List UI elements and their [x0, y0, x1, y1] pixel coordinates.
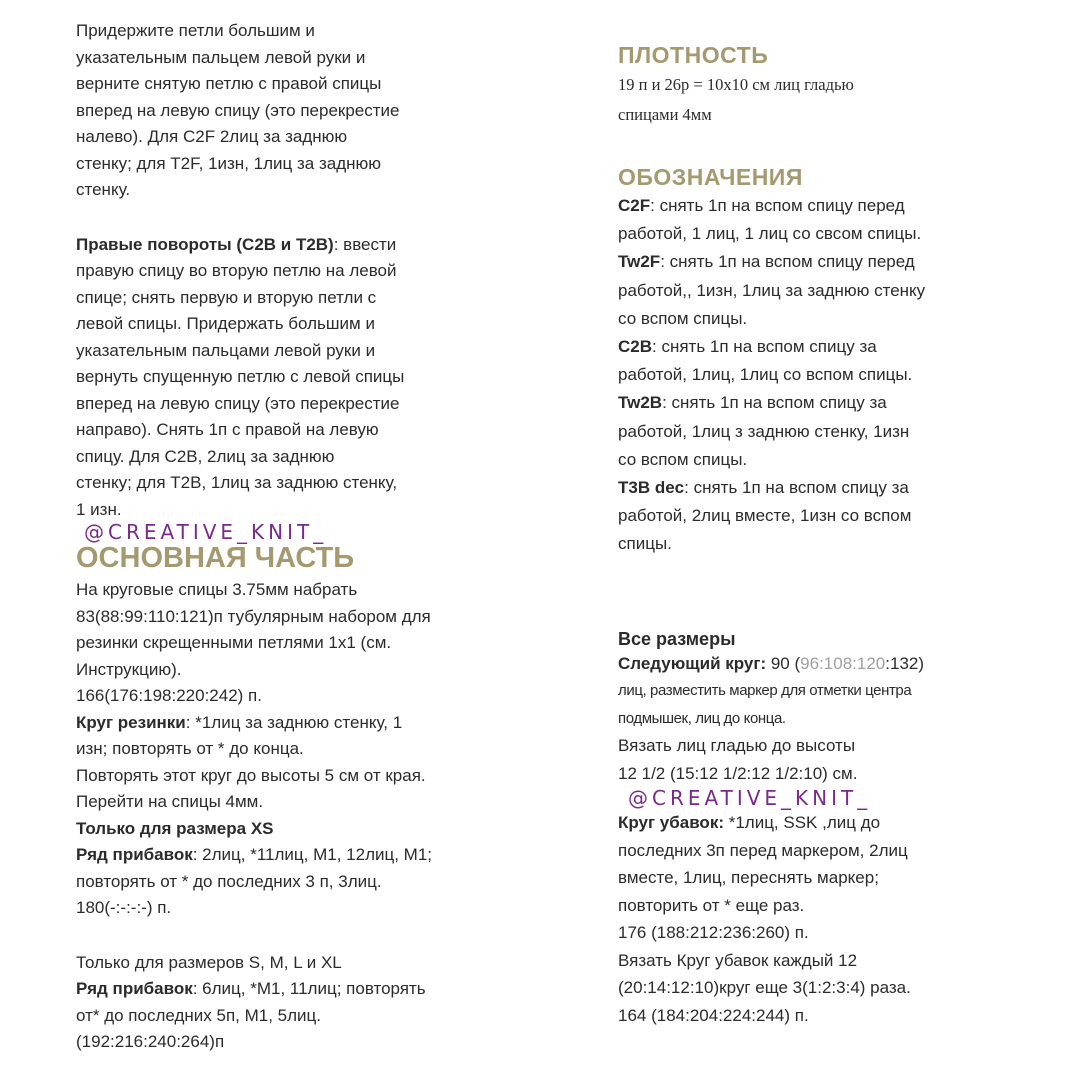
legend-abbr: Tw2F — [618, 252, 661, 272]
gauge-text — [618, 70, 1058, 130]
text-line: Вязать лиц гладью до высоты — [618, 736, 856, 756]
text-line: вместе, 1лиц, переснять маркер; — [618, 868, 879, 888]
text-line: лиц, разместить маркер для отметки центра — [618, 682, 912, 700]
text-line: Придержите петли большим и — [76, 21, 315, 40]
legend-line — [618, 474, 1058, 502]
text-line: Только для размеров S, M, L и XL — [76, 952, 342, 972]
legend-line: со вспом спицы. — [618, 308, 748, 328]
legend-line: со вспом спицы. — [618, 449, 748, 469]
gauge-title: ПЛОТНОСТЬ — [618, 42, 769, 68]
crossing-left-paragraph — [76, 18, 516, 204]
text-line: повторить от * еще раз. — [618, 895, 805, 915]
text-fragment: 96:108: — [800, 653, 857, 673]
text-fragment: : снять 1п на вспом спицу за — [652, 337, 877, 357]
legend-abbr: C2B — [618, 337, 653, 357]
text-fragment: :132) — [885, 653, 925, 673]
legend-abbr: C2F — [618, 196, 651, 215]
text-line: налево). Для С2F 2лиц за заднюю — [76, 127, 348, 146]
text-fragment: : снять 1п на вспом спицу перед — [660, 252, 915, 272]
text-line: Повторять этот круг до высоты 5 см от края. — [76, 765, 426, 785]
text-line: указательным пальцем левой руки и — [76, 47, 366, 67]
legend-line: работой, 1лиц, 1лиц со вспом спицы. — [618, 365, 913, 385]
text-line: правую спицу во вторую петлю на левой — [76, 261, 397, 280]
legend-line: работой, 1лиц з заднюю стенку, 1изн — [618, 421, 910, 441]
main-part-title: ОСНОВНАЯ ЧАСТЬ — [76, 542, 355, 574]
text-line: стенку; для T2B, 1лиц за заднюю стенку, — [76, 473, 398, 492]
rib-round-heading: Круг резинки — [76, 712, 186, 732]
text-line: 176 (188:212:236:260) п. — [618, 923, 809, 943]
text-line: верните снятую петлю с правой спицы — [76, 74, 382, 93]
xs-heading — [76, 816, 516, 843]
text-fragment: : снять 1п на вспом спицу перед — [650, 196, 905, 215]
next-round-heading: Следующий круг: — [618, 653, 767, 673]
text-line: вперед на левую спицу (это перекрестие — [76, 393, 400, 413]
legend-abbr: Tw2B — [618, 393, 663, 413]
text-line: последних 3п перед маркером, 2лиц — [618, 840, 908, 860]
decrease-paragraph — [618, 809, 1058, 1029]
text-line: указательным пальцами левой руки и — [76, 340, 376, 360]
legend-line: работой, 1 лиц, 1 лиц со свсом спицы. — [618, 224, 922, 244]
legend-line: работой, 2лиц вместе, 1изн со вспом — [618, 506, 912, 526]
text-line: 166(176:198:220:242) п. — [76, 686, 262, 705]
text-line — [76, 232, 516, 259]
sizes-s-xl-paragraph — [76, 950, 516, 1056]
text-fragment: : ввести — [333, 234, 397, 254]
text-line: вернуть спущенную петлю с левой спицы — [76, 367, 405, 386]
text-fragment: 120 — [856, 653, 886, 673]
right-twists-paragraph — [76, 232, 516, 524]
text-line: изн; повторять от * до конца. — [76, 739, 304, 758]
text-fragment: : *1лиц за заднюю стенку, 1 — [185, 712, 403, 732]
legend-line — [618, 333, 1058, 361]
text-fragment: 90 ( — [766, 653, 801, 673]
text-line: (192:216:240:264)п — [76, 1032, 225, 1051]
text-line — [618, 650, 1058, 678]
legend-line — [618, 248, 1058, 276]
text-fragment: : 2лиц, *11лиц, М1, 12лиц, М1; — [192, 845, 433, 864]
increase-row-heading: Ряд прибавок — [76, 979, 193, 998]
text-line: спицами 4мм — [618, 105, 712, 124]
left-column — [76, 18, 516, 1056]
text-line: Перейти на спицы 4мм. — [76, 792, 264, 811]
text-line: На круговые спицы 3.75мм набрать — [76, 580, 358, 599]
text-line: вперед на левую спицу (это перекрестие — [76, 100, 400, 120]
text-line: стенку; для T2F, 1изн, 1лиц за заднюю — [76, 153, 382, 173]
decrease-round-heading: Круг убавок: — [618, 813, 724, 833]
legend-line — [618, 389, 1058, 417]
legend-line — [618, 192, 1058, 220]
text-line — [618, 809, 1058, 837]
text-line: резинки скрещенными петлями 1х1 (см. — [76, 633, 392, 652]
watermark-left: @CREATIVE_KNIT_ — [84, 520, 328, 544]
legend-abbr: T3B dec — [618, 478, 685, 498]
text-line: направо). Снять 1п с правой на левую — [76, 420, 379, 439]
text-line: 164 (184:204:224:244) п. — [618, 1005, 809, 1025]
legend-line: спицы. — [618, 534, 672, 554]
legend-title: ОБОЗНАЧЕНИЯ — [618, 164, 803, 190]
text-line: 1 изн. — [76, 499, 122, 519]
watermark-right: @CREATIVE_KNIT_ — [628, 786, 872, 811]
text-fragment: : снять 1п на вспом спицу за — [684, 478, 909, 498]
text-line: 83(88:99:110:121)п тубулярным набором для — [76, 606, 431, 626]
increase-row-heading: Ряд прибавок — [76, 845, 193, 864]
text-line: 19 п и 26р = 10х10 см лиц гладью — [618, 75, 854, 94]
text-line: спице; снять первую и вторую петли с — [76, 287, 377, 307]
text-line: Инструкцию). — [76, 659, 182, 679]
text-line: от* до последних 5п, М1, 5лиц. — [76, 1005, 321, 1025]
text-line: 12 1/2 (15:12 1/2:12 1/2:10) см. — [618, 763, 858, 783]
right-column — [618, 40, 1058, 1029]
next-round-paragraph — [618, 650, 1058, 788]
legend-list — [618, 192, 1058, 559]
text-line: повторять от * до последних 3 п, 3лиц. — [76, 871, 382, 891]
text-fragment: *1лиц, SSK ,лиц до — [723, 813, 881, 833]
text-line — [76, 710, 516, 737]
right-twists-heading: Правые повороты (C2B и T2B) — [76, 234, 334, 254]
text-line: подмышек, лиц до конца. — [618, 709, 786, 727]
text-fragment: : снять 1п на вспом спицу за — [662, 393, 887, 413]
text-line: Вязать Круг убавок каждый 12 — [618, 950, 858, 970]
text-line: стенку. — [76, 180, 131, 199]
text-line: спицу. Для С2В, 2лиц за заднюю — [76, 446, 335, 466]
legend-line: работой,, 1изн, 1лиц за заднюю стенку — [618, 280, 926, 300]
cast-on-paragraph — [76, 577, 516, 922]
text-line: левой спицы. Придержать большим и — [76, 314, 375, 333]
text-fragment: : 6лиц, *М1, 11лиц; повторять — [192, 979, 426, 998]
text-line — [76, 842, 516, 869]
all-sizes-heading: Все размеры — [618, 628, 736, 649]
text-line — [76, 976, 516, 1003]
xs-heading-text: Только для размера XS — [76, 818, 274, 838]
text-line: 180(-:-:-:-) п. — [76, 898, 172, 917]
text-line: (20:14:12:10)круг еще 3(1:2:3:4) раза. — [618, 978, 911, 998]
